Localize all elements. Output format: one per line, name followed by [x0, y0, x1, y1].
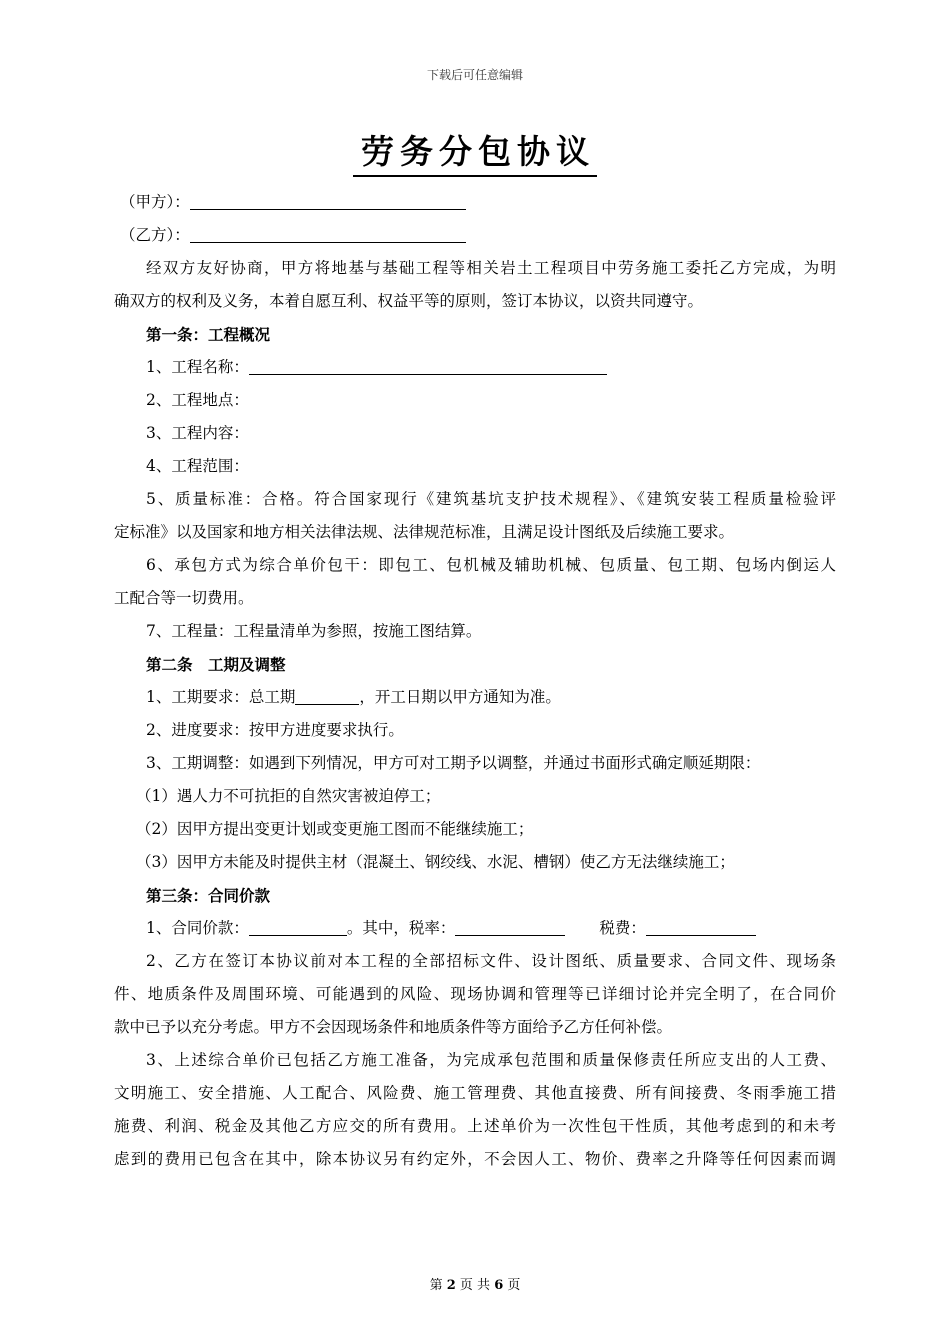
article1-item6-line2: 工配合等一切费用。	[114, 589, 254, 607]
article1-item6-line1: 6、承包方式为综合单价包干：即包工、包机械及辅助机械、包质量、包工期、包场内倒运人	[146, 556, 836, 574]
article1-item2: 2、工程地点：	[146, 391, 249, 409]
tax-rate-blank	[455, 915, 565, 936]
total-page-number: 6	[494, 1278, 504, 1293]
article2-item2: 2、进度要求：按甲方进度要求执行。	[146, 721, 404, 739]
document-body	[114, 186, 836, 1176]
project-name-blank	[249, 354, 607, 375]
party-a-label: （甲方）：	[120, 193, 190, 211]
article3-item3-line1: 3、上述综合单价已包括乙方施工准备，为完成承包范围和质量保修责任所应支出的人工费、	[146, 1051, 836, 1069]
article1-item5-line1: 5、质量标准：合格。符合国家现行《建筑基坑支护技术规程》、《建筑安装工程质量检验评	[146, 490, 836, 508]
duration-blank	[295, 684, 359, 705]
intro-line-1: 经双方友好协商，甲方将地基与基础工程等相关岩土工程项目中劳务施工委托乙方完成，为明	[146, 259, 836, 277]
title-text: 劳务分包协议	[353, 132, 597, 177]
article3-item2-line3: 款中已予以充分考虑。甲方不会因现场条件和地质条件等方面给予乙方任何补偿。	[114, 1018, 673, 1036]
article2-item3: 3、工期调整：如遇到下列情况，甲方可对工期予以调整，并通过书面形式确定顺延期限：	[146, 754, 761, 772]
party-b-line	[114, 219, 836, 252]
article3-item1	[114, 912, 836, 945]
article2-sub1: （1）遇人力不可抗拒的自然灾害被迫停工；	[136, 787, 441, 805]
article1-item5-line2: 定标准》以及国家和地方相关法律法规、法律规范标准，且满足设计图纸及后续施工要求。	[114, 523, 735, 541]
footer-prefix: 第	[429, 1278, 443, 1293]
footer-middle: 页 共	[459, 1278, 491, 1293]
article3-item3-line4: 虑到的费用已包含在其中，除本协议另有约定外，不会因人工、物价、费率之升降等任何因素而调	[114, 1150, 836, 1168]
article3-item2-line1: 2、乙方在签订本协议前对本工程的全部招标文件、设计图纸、质量要求、合同文件、现场条	[146, 952, 836, 970]
page-footer	[0, 1274, 950, 1293]
duration-suffix: ，开工日期以甲方通知为准。	[359, 688, 561, 706]
tax-label: 税费：	[599, 919, 646, 937]
article3-item3-line3: 施费、利润、税金及其他乙方应交的所有费用。上述单价为一次性包干性质，其他考虑到的和未考	[114, 1117, 836, 1135]
article1-item4: 4、工程范围：	[146, 457, 249, 475]
party-b-label: （乙方）：	[120, 226, 190, 244]
document-title	[0, 126, 950, 173]
article1-heading: 第一条：工程概况	[146, 325, 271, 344]
article1-item7: 7、工程量：工程量清单为参照，按施工图结算。	[146, 622, 482, 640]
party-a-blank	[190, 189, 466, 210]
tax-blank	[646, 915, 756, 936]
tax-rate-label: 。其中，税率：	[346, 919, 456, 937]
footer-suffix: 页	[507, 1278, 521, 1293]
article3-heading: 第三条：合同价款	[146, 886, 271, 905]
price-blank	[249, 915, 347, 936]
intro-line-2: 确双方的权利及义务，本着自愿互利、权益平等的原则，签订本协议，以资共同遵守。	[114, 292, 704, 310]
price-label: 1、合同价款：	[146, 919, 249, 937]
article2-item1	[114, 681, 836, 714]
article1-item3: 3、工程内容：	[146, 424, 249, 442]
party-a-line	[114, 186, 836, 219]
duration-label: 1、工期要求：总工期	[146, 688, 296, 706]
page-header: 下载后可任意编辑	[426, 68, 523, 82]
current-page-number: 2	[446, 1278, 456, 1293]
article2-sub3: （3）因甲方未能及时提供主材（混凝土、钢绞线、水泥、槽钢）使乙方无法继续施工；	[136, 853, 735, 871]
party-b-blank	[190, 222, 466, 243]
article3-item3-line2: 文明施工、安全措施、人工配合、风险费、施工管理费、其他直接费、所有间接费、冬雨季施工措	[114, 1084, 836, 1102]
article1-item1	[114, 351, 836, 384]
project-name-label: 1、工程名称：	[146, 358, 249, 376]
article2-heading: 第二条 工期及调整	[146, 655, 286, 674]
article3-item2-line2: 件、地质条件及周围环境、可能遇到的风险、现场协调和管理等已详细讨论并完全明了，在合同价	[114, 985, 836, 1003]
article2-sub2: （2）因甲方提出变更计划或变更施工图而不能继续施工；	[136, 820, 534, 838]
